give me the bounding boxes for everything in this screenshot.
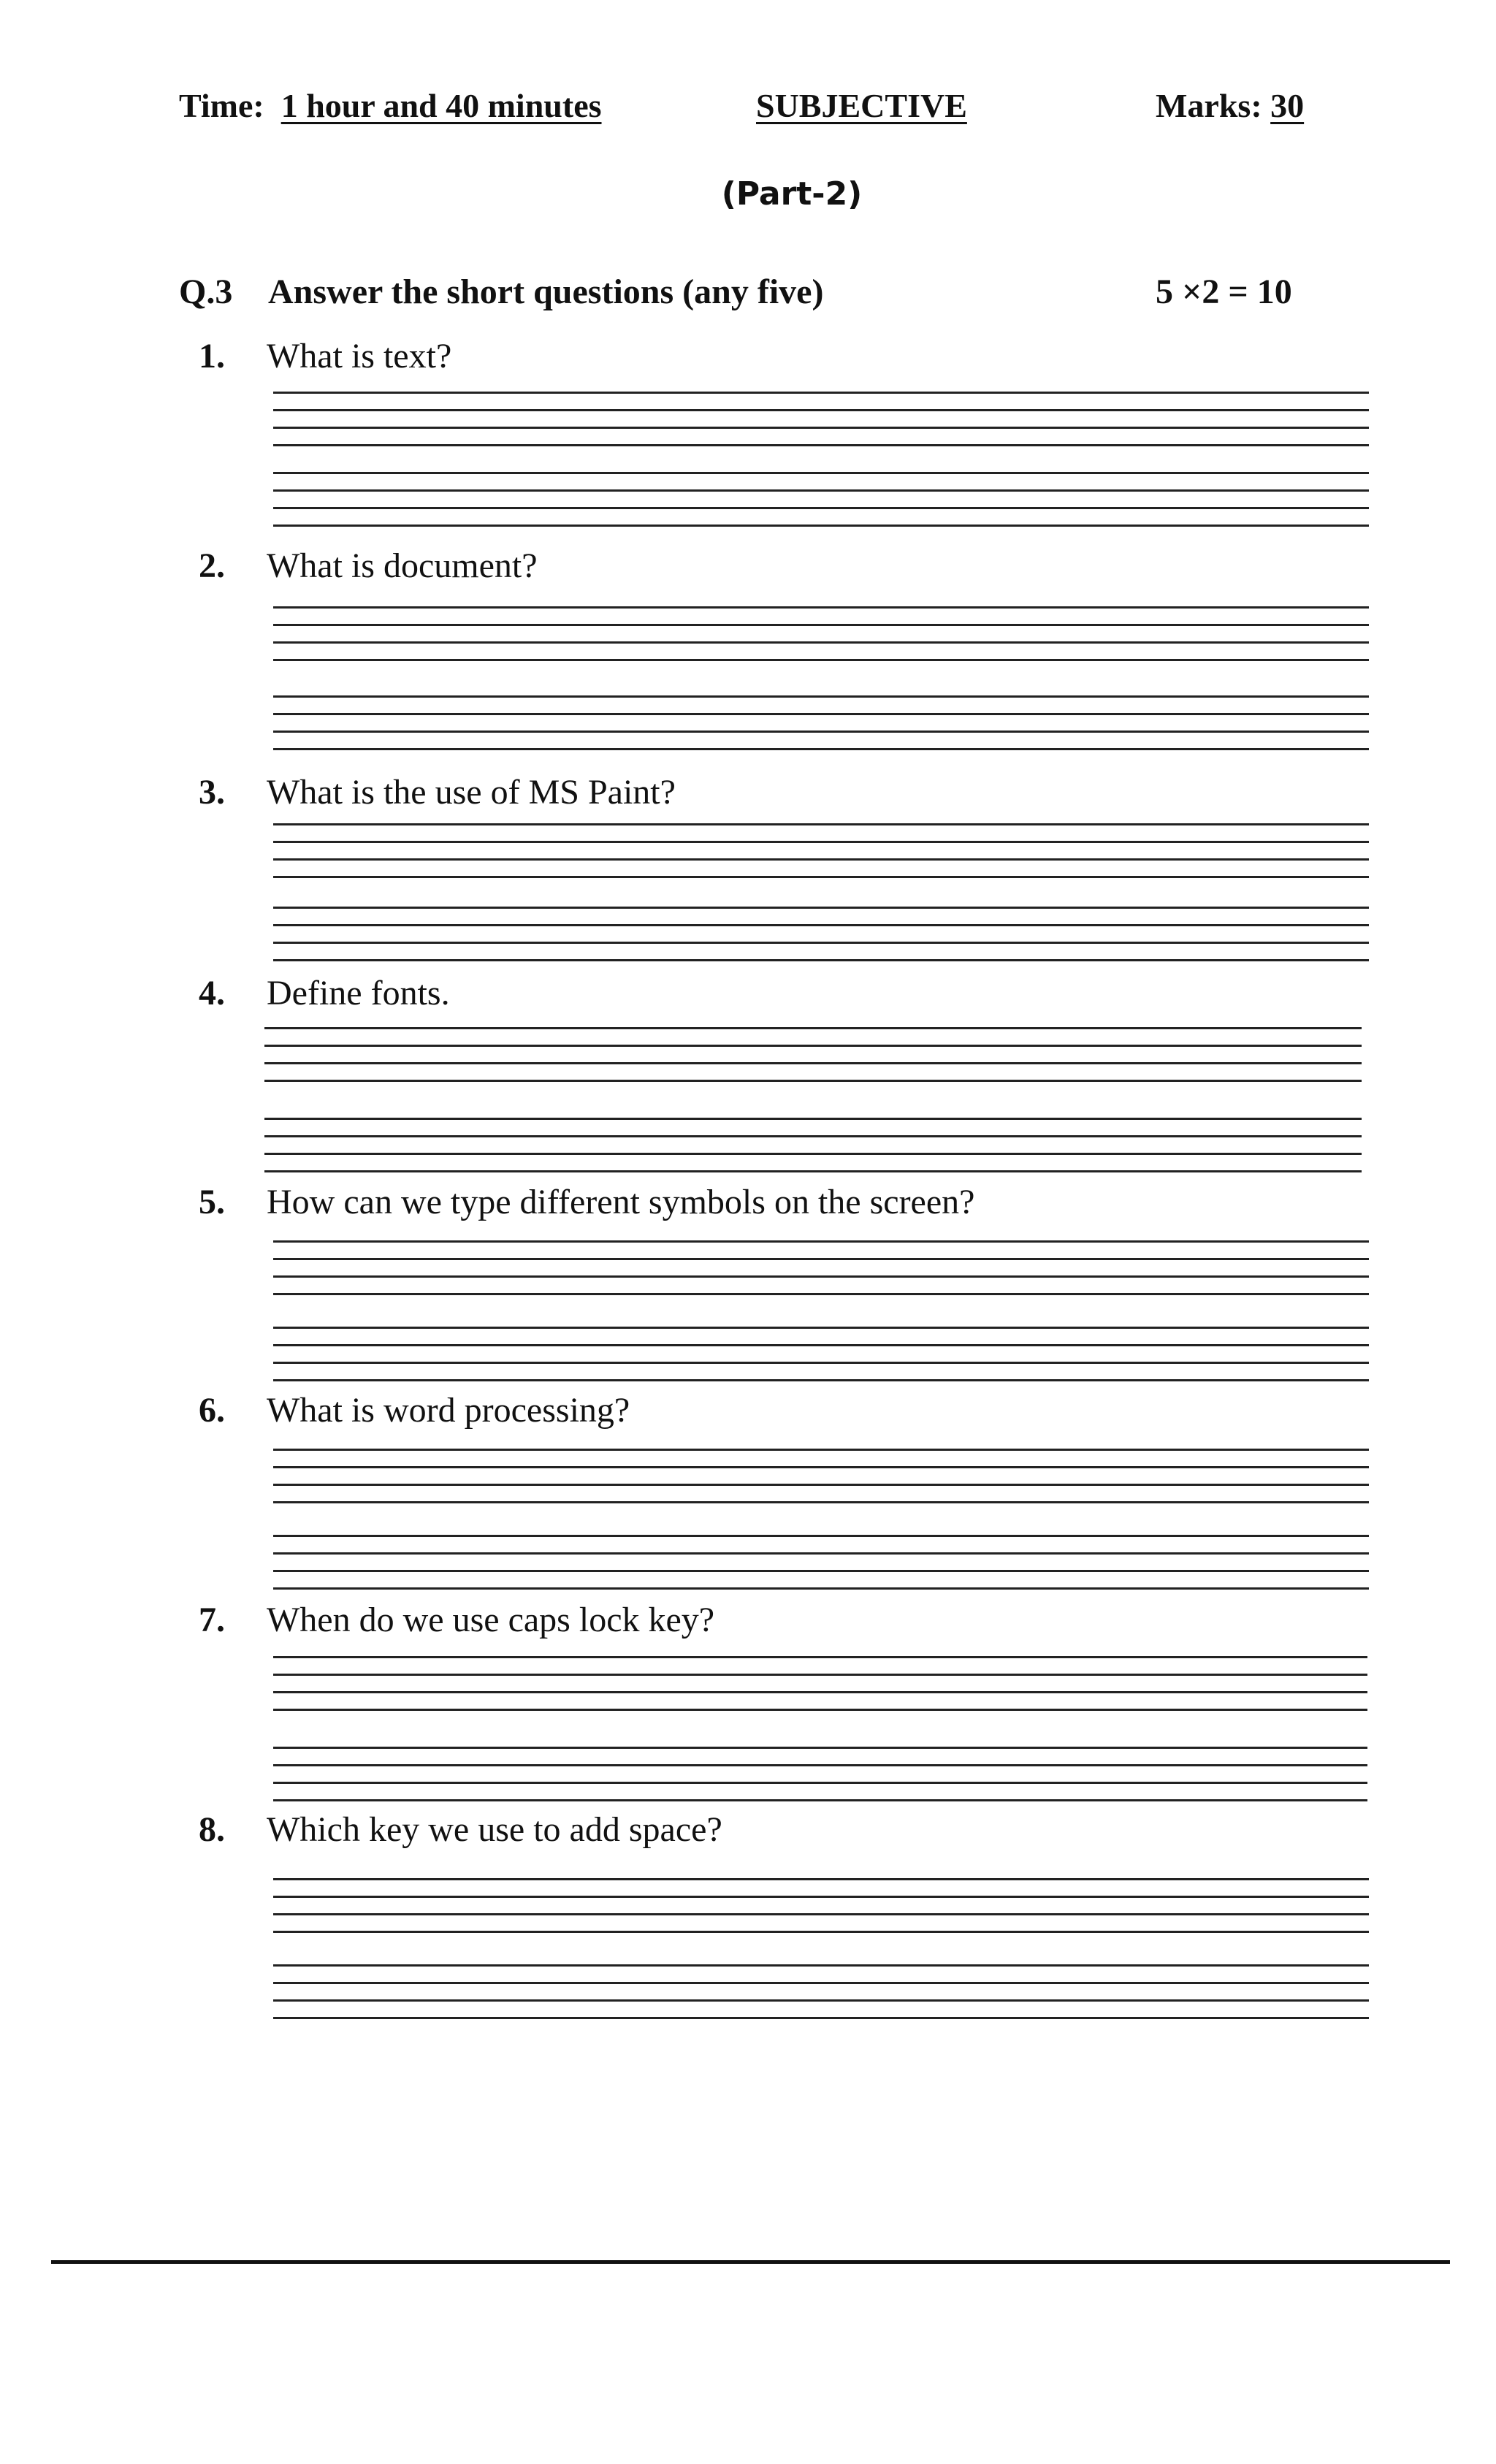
answer-line: [273, 1570, 1369, 1572]
answer-line: [273, 876, 1369, 878]
answer-line: [273, 444, 1369, 446]
answer-line: [273, 1982, 1369, 1984]
answer-line: [273, 858, 1369, 861]
question-header: [179, 272, 1311, 316]
answer-line: [273, 1449, 1369, 1451]
item-text: Which key we use to add space?: [267, 1810, 722, 1849]
footer-rule: [51, 2260, 1450, 2264]
answer-line: [273, 1587, 1369, 1590]
item-number: 5.: [199, 1183, 225, 1221]
question-marks: 5 ×2 = 10: [1156, 272, 1292, 311]
answer-line: [273, 695, 1369, 698]
answer-line: [264, 1135, 1362, 1137]
item-text: What is text?: [267, 337, 452, 375]
item-text: How can we type different symbols on the screen?: [267, 1183, 975, 1221]
section-title: SUBJECTIVE: [756, 87, 967, 124]
answer-line: [273, 1931, 1369, 1933]
answer-line: [273, 641, 1369, 644]
answer-line: [273, 489, 1369, 492]
answer-line: [273, 1258, 1369, 1260]
marks-label: Marks:: [1156, 87, 1262, 124]
answer-line: [273, 748, 1369, 750]
answer-line: [264, 1062, 1362, 1064]
marks-value: 30: [1270, 87, 1305, 124]
answer-line: [273, 2017, 1369, 2019]
item-number: 4.: [199, 974, 225, 1012]
item-text: What is word processing?: [267, 1391, 630, 1430]
answer-line: [273, 1240, 1369, 1243]
answer-line: [273, 841, 1369, 843]
answer-line: [273, 1747, 1367, 1749]
answer-line: [264, 1118, 1362, 1120]
answer-line: [273, 1782, 1367, 1784]
answer-line: [264, 1080, 1362, 1082]
answer-line: [273, 1709, 1367, 1711]
answer-line: [273, 924, 1369, 926]
answer-line: [273, 1913, 1369, 1915]
answer-line: [273, 1674, 1367, 1676]
answer-line: [273, 1656, 1367, 1658]
question-instruction: Answer the short questions (any five): [268, 272, 824, 311]
answer-line: [273, 1999, 1369, 2002]
item-text: Define fonts.: [267, 974, 450, 1012]
exam-header: [0, 86, 1496, 130]
answer-line: [273, 409, 1369, 411]
answer-line: [273, 1275, 1369, 1278]
answer-line: [264, 1170, 1362, 1172]
item-number: 2.: [199, 546, 225, 585]
answer-line: [273, 624, 1369, 626]
answer-line: [273, 1964, 1369, 1967]
answer-line: [273, 731, 1369, 733]
answer-line: [273, 1293, 1369, 1295]
marks-field: [1156, 86, 1304, 125]
item-number: 3.: [199, 773, 225, 812]
answer-line: [273, 1896, 1369, 1898]
item-text: What is the use of MS Paint?: [267, 773, 676, 812]
answer-line: [273, 907, 1369, 909]
answer-line: [273, 1799, 1367, 1801]
answer-line: [273, 1344, 1369, 1346]
answer-line: [273, 1362, 1369, 1364]
item-number: 6.: [199, 1391, 225, 1430]
answer-line: [273, 1552, 1369, 1555]
answer-line: [273, 507, 1369, 509]
answer-line: [273, 606, 1369, 609]
answer-line: [273, 427, 1369, 429]
question-number: Q.3: [179, 272, 233, 311]
item-number: 1.: [199, 337, 225, 375]
answer-line: [273, 1501, 1369, 1503]
answer-line: [273, 472, 1369, 474]
time-label: Time:: [179, 87, 264, 124]
time-value: 1 hour and 40 minutes: [280, 87, 602, 124]
item-number: 7.: [199, 1601, 225, 1639]
answer-line: [273, 823, 1369, 825]
answer-line: [273, 1466, 1369, 1468]
time-field: [179, 86, 602, 125]
answer-line: [273, 1878, 1369, 1880]
answer-line: [273, 942, 1369, 944]
answer-line: [264, 1045, 1362, 1047]
answer-line: [273, 1764, 1367, 1766]
answer-line: [273, 713, 1369, 715]
item-number: 8.: [199, 1810, 225, 1849]
answer-line: [273, 1484, 1369, 1486]
answer-line: [273, 959, 1369, 961]
answer-line: [264, 1153, 1362, 1155]
answer-line: [273, 1535, 1369, 1537]
item-text: When do we use caps lock key?: [267, 1601, 715, 1639]
answer-line: [273, 1327, 1369, 1329]
part-title: (Part-2): [721, 175, 863, 213]
answer-line: [273, 659, 1369, 661]
answer-line: [273, 525, 1369, 527]
answer-line: [273, 1379, 1369, 1381]
answer-line: [273, 1691, 1367, 1693]
answer-line: [273, 392, 1369, 394]
answer-line: [264, 1027, 1362, 1029]
item-text: What is document?: [267, 546, 538, 585]
